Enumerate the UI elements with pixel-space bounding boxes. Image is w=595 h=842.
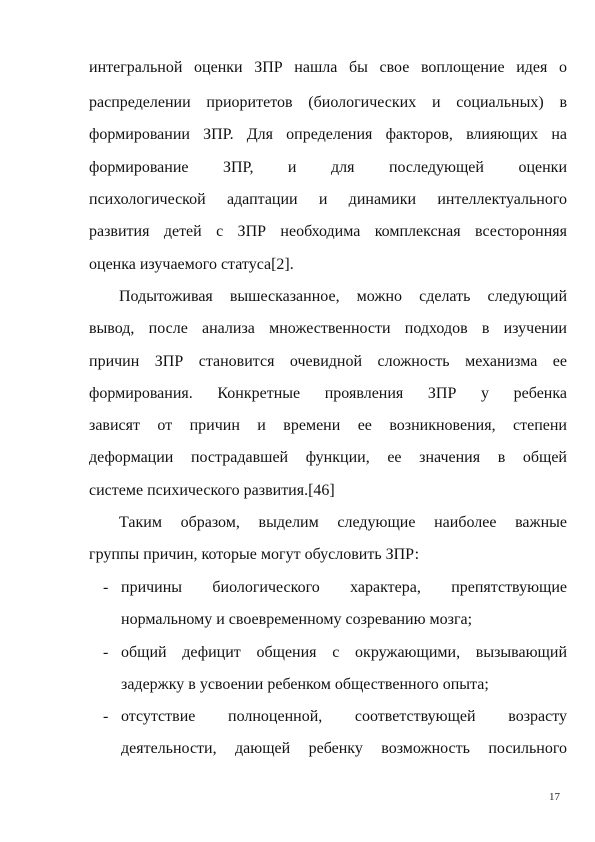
paragraph-3-line-2: группы причин, которые могут обусловить ЗПР:: [89, 546, 420, 563]
page-number: 17: [549, 791, 560, 803]
bullet-2-line-1: общий дефицит общения с окружающими, вызывающий: [121, 644, 567, 661]
paragraph-1-line-3: формировании ЗПР. Для определения факторов, влияющих на: [89, 126, 567, 143]
paragraph-2-line-6: деформации пострадавшей функции, ее значения в общей: [89, 449, 567, 466]
bullet-1-line-1: причины биологического характера, препятствующие: [121, 579, 567, 596]
paragraph-3-line-1: Таким образом, выделим следующие наиболее важные: [119, 514, 567, 531]
paragraph-1-line-1: интегральной оценки ЗПР нашла бы свое воплощение идея о: [89, 59, 567, 76]
bullet-1-line-2: нормальному и своевременному созреванию мозга;: [121, 611, 473, 628]
paragraph-2-line-1: Подытоживая вышесказанное, можно сделать следующий: [119, 288, 567, 305]
bullet-3-line-1: отсутствие полноценной, соответствующей возрасту: [121, 708, 567, 725]
bullet-3-line-2: деятельности, дающей ребенку возможность посильного: [121, 740, 567, 757]
paragraph-1-line-2: распределении приоритетов (биологических и социальных) в: [89, 94, 567, 111]
paragraph-2-line-2: вывод, после анализа множественности подходов в изучении: [89, 320, 567, 337]
bullet-2-marker: -: [103, 644, 109, 661]
paragraph-1-line-4: формирование ЗПР, и для последующей оценки: [89, 159, 567, 176]
bullet-3-marker: -: [103, 708, 109, 725]
paragraph-2-line-3: причин ЗПР становится очевидной сложность механизма ее: [89, 353, 567, 370]
bullet-1-marker: -: [103, 579, 109, 596]
bullet-2-line-2: задержку в усвоении ребенком общественного опыта;: [121, 676, 489, 693]
paragraph-1-line-5: психологической адаптации и динамики интеллектуального: [89, 191, 567, 208]
paragraph-1-line-6: развития детей с ЗПР необходима комплексная всесторонняя: [89, 223, 567, 240]
paragraph-2-line-4: формирования. Конкретные проявления ЗПР у ребенка: [89, 385, 567, 402]
paragraph-2-line-5: зависят от причин и времени ее возникновения, степени: [89, 417, 567, 434]
paragraph-2-line-7: системе психического развития.[46]: [89, 482, 335, 499]
paragraph-1-line-7: оценка изучаемого статуса[2].: [89, 256, 294, 273]
